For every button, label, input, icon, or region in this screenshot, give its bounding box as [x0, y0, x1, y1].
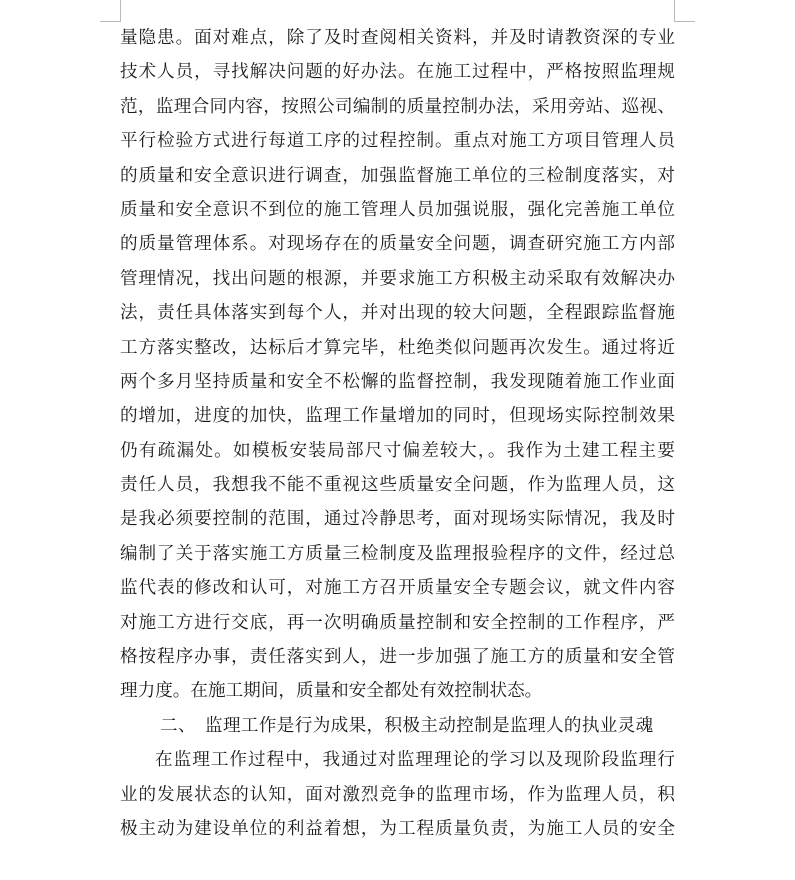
- text-line: 质量和安全意识不到位的施工管理人员加强说服，强化完善施工单位: [120, 199, 675, 220]
- paragraph-quality-control: [120, 21, 675, 709]
- text-line: 的质量和安全意识进行调查，加强监督施工单位的三检制度落实，对: [120, 165, 675, 186]
- text-line: 仍有疏漏处。如模板安装局部尺寸偏差较大，。我作为土建工程主要: [120, 440, 675, 461]
- section-heading: 二、 监理工作是行为成果，积极主动控制是监理人的执业灵魂: [160, 715, 654, 736]
- text-line: 的质量管理体系。对现场存在的质量安全问题，调查研究施工方内部: [120, 234, 675, 255]
- text-line: 对施工方进行交底，再一次明确质量控制和安全控制的工作程序，严: [120, 612, 675, 633]
- text-line: 管理情况，找出问题的根源，并要求施工方积极主动采取有效解决办: [120, 268, 675, 289]
- text-line: 两个多月坚持质量和安全不松懈的监督控制，我发现随着施工作业面: [120, 371, 675, 392]
- text-line: 范，监理合同内容，按照公司编制的质量控制办法，采用旁站、巡视、: [120, 96, 675, 117]
- text-line: 业的发展状态的认知，面对激烈竞争的监理市场，作为监理人员，积: [120, 784, 675, 805]
- crop-mark-top-left-vertical: [120, 0, 121, 22]
- text-line: 理力度。在施工期间，质量和安全都处有效控制状态。: [120, 681, 543, 702]
- text-line: 编制了关于落实施工方质量三检制度及监理报验程序的文件，经过总: [120, 543, 675, 564]
- text-line: 责任人员，我想我不能不重视这些质量安全问题，作为监理人员，这: [120, 475, 675, 496]
- text-line: 技术人员，寻找解决问题的好办法。在施工过程中，严格按照监理规: [120, 62, 675, 83]
- crop-mark-top-left-horizontal: [100, 21, 121, 22]
- text-line: 法，责任具体落实到每个人，并对出现的较大问题，全程跟踪监督施: [120, 303, 675, 324]
- text-line: 格按程序办事，责任落实到人，进一步加强了施工方的质量和安全管: [120, 647, 675, 668]
- text-line: 平行检验方式进行每道工序的过程控制。重点对施工方项目管理人员: [120, 131, 675, 152]
- text-line: 在监理工作过程中，我通过对监理理论的学习以及现阶段监理行: [155, 750, 675, 771]
- text-line: 极主动为建设单位的利益着想，为工程质量负责，为施工人员的安全: [120, 818, 675, 839]
- text-line: 量隐患。面对难点，除了及时查阅相关资料，并及时请教资深的专业: [120, 28, 675, 48]
- crop-mark-top-right-vertical: [674, 0, 675, 22]
- document-body[interactable]: [120, 21, 675, 846]
- text-line: 工方落实整改，达标后才算完毕，杜绝类似问题再次发生。通过将近: [120, 337, 675, 358]
- text-line: 是我必须要控制的范围，通过冷静思考，面对现场实际情况，我及时: [120, 509, 675, 530]
- text-line: 的增加，进度的加快，监理工作量增加的同时，但现场实际控制效果: [120, 406, 675, 427]
- crop-mark-top-right-horizontal: [674, 21, 695, 22]
- text-line: 监代表的修改和认可，对施工方召开质量安全专题会议，就文件内容: [120, 578, 675, 599]
- paragraph-active-control: [120, 743, 675, 846]
